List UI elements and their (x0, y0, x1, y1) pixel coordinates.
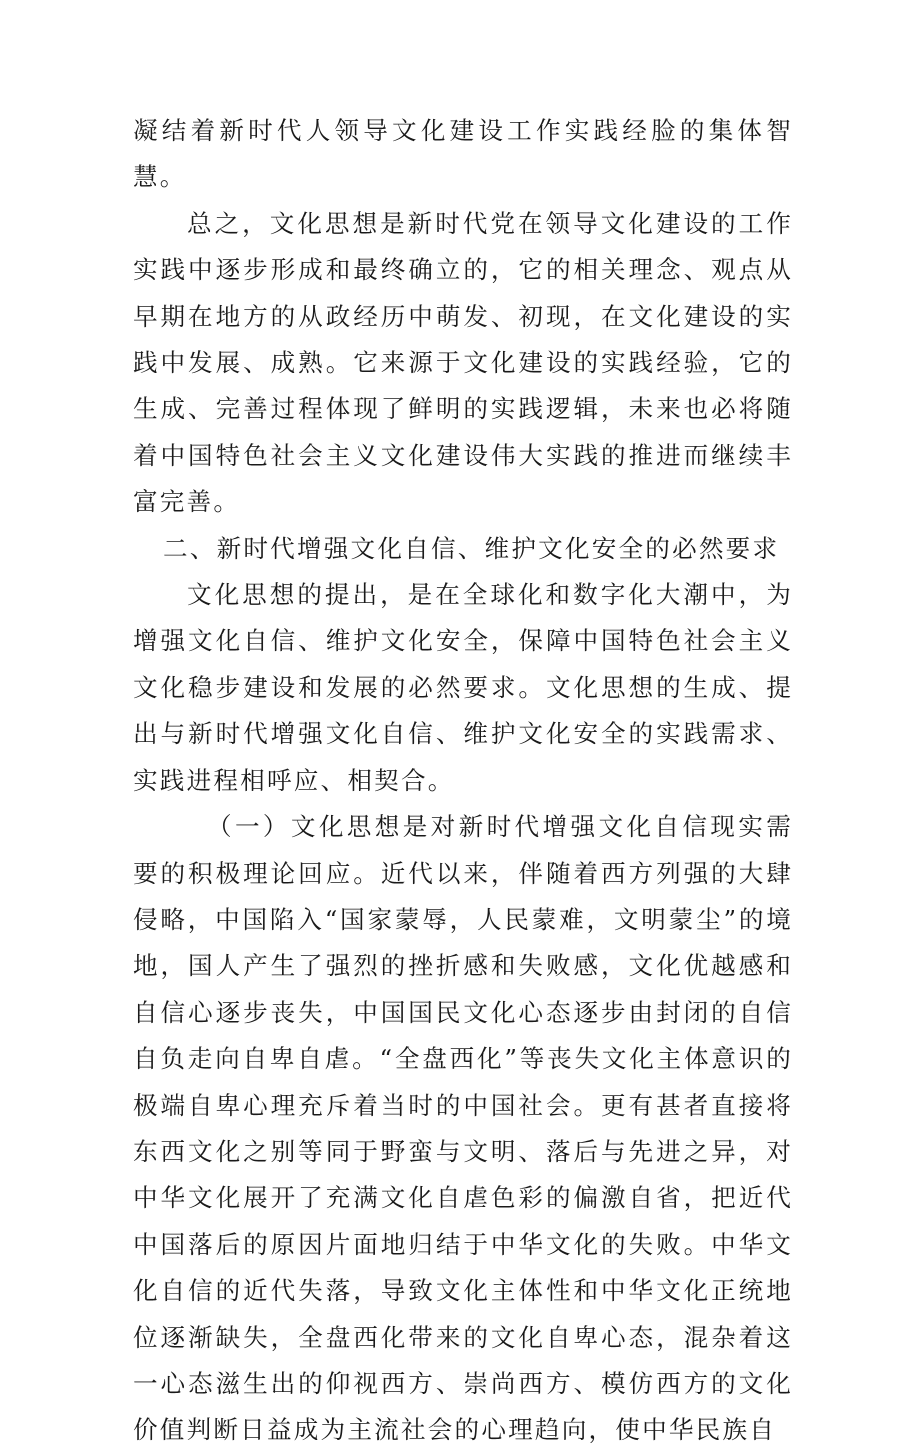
paragraph-intro: 文化思想的提出，是在全球化和数字化大潮中，为增强文化自信、维护文化安全，保障中国特色社会主义文化稳步建设和发展的必然要求。文化思想的生成、提出与新时代增强文化自信、维护文化安全的实践需求、实践进程相呼应、相契合。 (133, 580, 793, 795)
paragraph-continuation: 凝结着新时代人领导文化建设工作实践经脸的集体智慧。 (133, 116, 793, 192)
paragraph-summary: 总之，文化思想是新时代党在领导文化建设的工作实践中逐步形成和最终确立的，它的相关理念、观点从早期在地方的从政经历中萌发、初现，在文化建设的实践中发展、成熟。它来源于文化建设的实践经验，它的生成、完善过程体现了鲜明的实践逻辑，未来也必将随着中国特色社会主义文化建设伟大实践的推进而继续丰富完善。 (133, 208, 793, 517)
paragraph-subsection: （一）文化思想是对新时代增强文化自信现实需要的积极理论回应。近代以来，伴随着西方列强的大肆侵略，中国陷入“国家蒙辱，人民蒙难，文明蒙尘”的境地，国人产生了强烈的挫折感和失败感，文化优越感和自信心逐步丧失，中国国民文化心态逐步由封闭的自信自负走向自卑自虐。“全盘西化”等丧失文化主体意识的极端自卑心理充斥着当时的中国社会。更有甚者直接将东西文化之别等同于野蛮与文明、落后与先进之异，对中华文化展开了充满文化自虐色彩的偏激自省，把近代中国落后的原因片面地归结于中华文化的失败。中华文化自信的近代失落，导致文化主体性和中华文化正统地位逐渐缺失，全盘西化带来的文化自卑心态，混杂着这一心态滋生出的仰视西方、崇尚西方、模仿西方的文化价值判断日益成为主流社会的心理趋向，使中华民族自 (133, 812, 793, 1445)
document-body (133, 108, 793, 1454)
section-heading: 二、新时代增强文化自信、维护文化安全的必然要求 (163, 533, 780, 563)
